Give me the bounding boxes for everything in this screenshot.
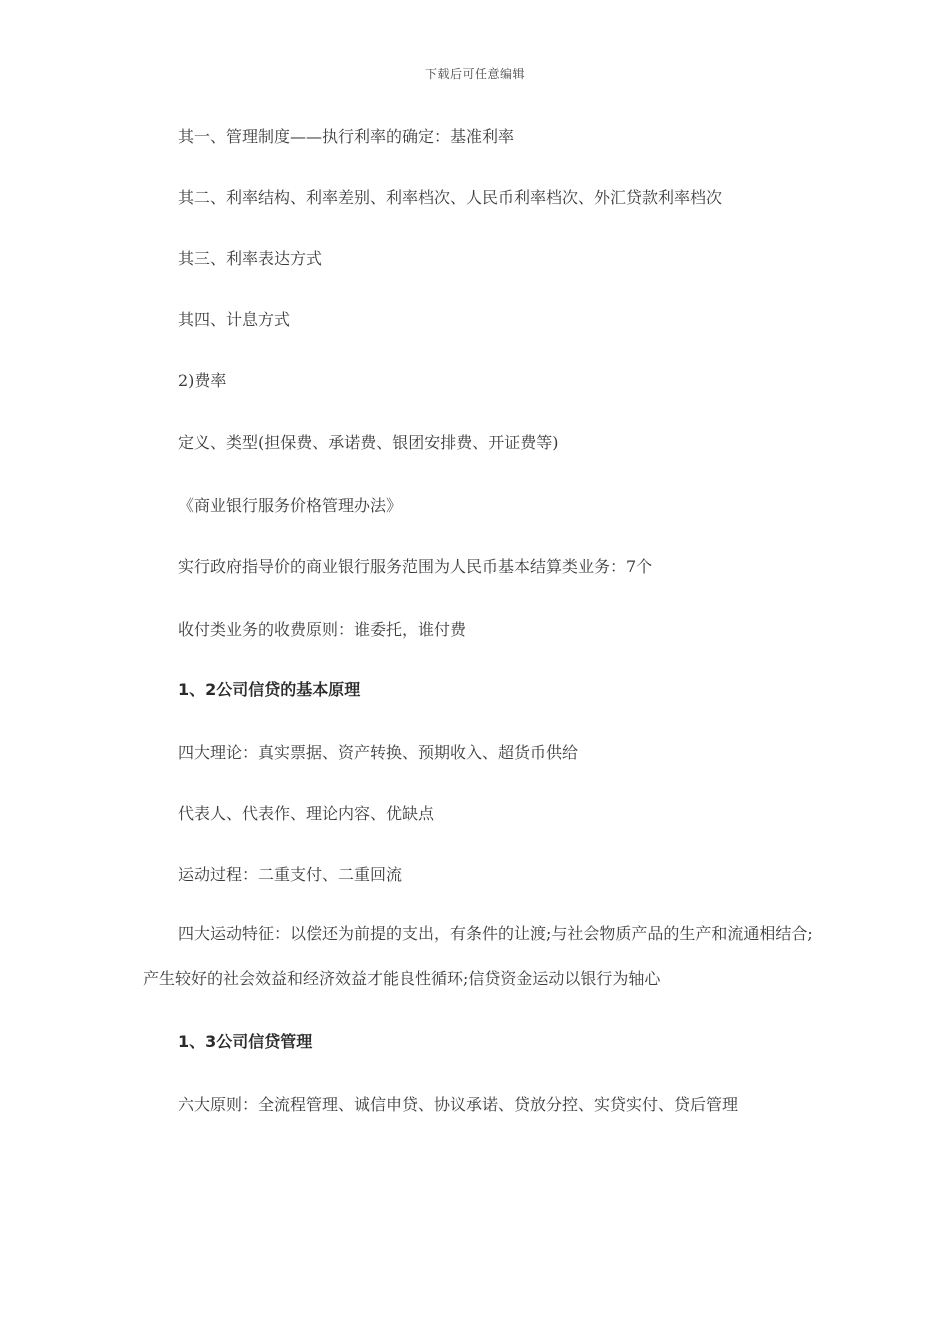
paragraph-movement-features: 四大运动特征：以偿还为前提的支出，有条件的让渡;与社会物质产品的生产和流通相结合;产生较好的社会效益和经济效益才能良性循环;信贷资金运动以银行为轴心 — [143, 924, 813, 988]
paragraph-interest-method: 其四、计息方式 — [178, 310, 291, 329]
paragraph-theory-aspects: 代表人、代表作、理论内容、优缺点 — [178, 804, 435, 823]
section-heading-credit-management: 1、3公司信贷管理 — [178, 1032, 313, 1051]
paragraph-guided-pricing: 实行政府指导价的商业银行服务范围为人民币基本结算类业务：7个 — [178, 557, 653, 576]
paragraph-movement-process: 运动过程：二重支付、二重回流 — [178, 865, 403, 884]
paragraph-pricing-regulation: 《商业银行服务价格管理办法》 — [178, 496, 403, 515]
paragraph-fee-rate: 2)费率 — [178, 371, 227, 390]
paragraph-rate-management: 其一、管理制度——执行利率的确定：基准利率 — [178, 127, 515, 146]
paragraph-fee-types: 定义、类型(担保费、承诺费、银团安排费、开证费等) — [178, 433, 559, 452]
paragraph-four-theories: 四大理论：真实票据、资产转换、预期收入、超货币供给 — [178, 743, 579, 762]
page-header-note: 下载后可任意编辑 — [424, 67, 525, 81]
paragraph-six-principles: 六大原则：全流程管理、诚信申贷、协议承诺、贷放分控、实贷实付、贷后管理 — [178, 1095, 739, 1114]
paragraph-rate-expression: 其三、利率表达方式 — [178, 249, 323, 268]
section-heading-basic-principles: 1、2公司信贷的基本原理 — [178, 680, 361, 699]
paragraph-rate-structure: 其二、利率结构、利率差别、利率档次、人民币利率档次、外汇贷款利率档次 — [178, 188, 723, 207]
paragraph-fee-principle: 收付类业务的收费原则：谁委托，谁付费 — [178, 620, 467, 639]
